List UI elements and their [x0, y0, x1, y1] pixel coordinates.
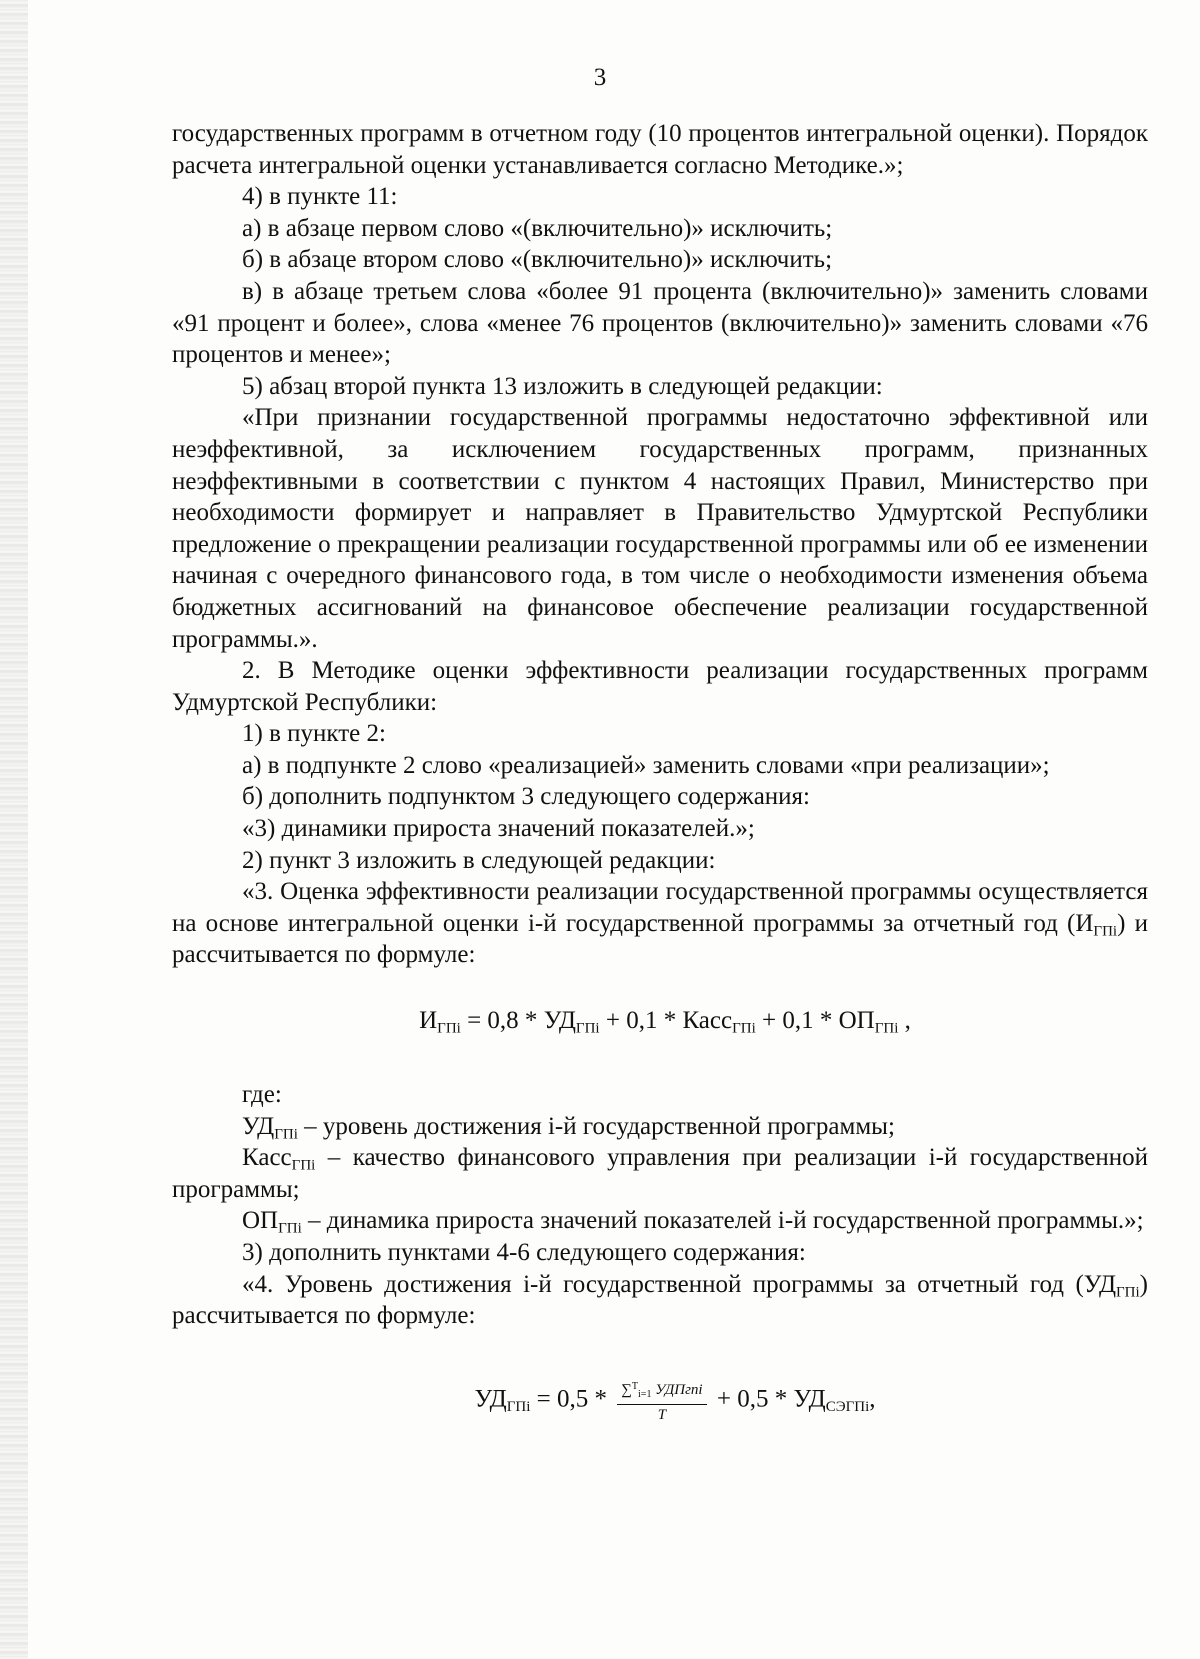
paragraph-item-4a: а) в абзаце первом слово «(включительно)» исключить;	[242, 214, 833, 242]
paragraph-item-3: 3) дополнить пунктами 4-6 следующего содержания:	[242, 1239, 806, 1266]
paragraph-item-1a: а) в подпункте 2 слово «реализацией» заменить словами «при реализации»;	[242, 751, 1050, 779]
paragraph-item-4: 4) в пункте 11:	[242, 183, 398, 211]
fraction-denominator: T	[657, 1406, 667, 1423]
paragraph-quote-13: «При признании государственной программы недостаточно эффективной или неэффективной, за исключением государственных программ, признанных неэффективными в соответствии с пунктом 4 настоящих Правил, Министерство при необходимости формирует и направляет в Правительство Удмуртской Республики предложение о прекращении реализации государственной программы или об ее изменении начиная с очередного финансового года, в том числе о необходимости изменения объема бюджетных ассигнований на финансовое обеспечение реализации государственной программы.».	[172, 404, 1148, 653]
paragraph-item-2: 2) пункт 3 изложить в следующей редакции:	[242, 846, 716, 874]
paragraph-quote-3: «3) динамики прироста значений показателей.»;	[242, 815, 755, 843]
fraction-numerator: ∑$^T_{i=1}$ УДПгпi	[617, 1378, 706, 1405]
definition-ud: $УД_{ГПi}$ – уровень достижения i-й государственной программы;	[242, 1112, 895, 1143]
scan-edge-artifact	[0, 0, 28, 1659]
paragraph-point-3: «3. Оценка эффективности реализации государственной программы осуществляется на основе интегральной оценки i-й государственной программы за отчетный год $(И_{ГПi})$ и рассчитывается по формуле:	[172, 878, 1148, 969]
paragraph-item-5: 5) абзац второй пункта 13 изложить в следующей редакции:	[242, 372, 883, 400]
label-gde: где:	[242, 1081, 282, 1109]
paragraph-point-4: «4. Уровень достижения i-й государственной программы за отчетный год $(УД_{ГПi})$ рассчитывается по формуле:	[172, 1270, 1148, 1330]
definition-op: $ОП_{ГПi}$ – динамика прироста значений показателей i-й государственной программы.»;	[242, 1207, 1144, 1237]
paragraph-item-1b: б) дополнить подпунктом 3 следующего содержания:	[242, 783, 810, 811]
paragraph-continuation: государственных программ в отчетном году (10 процентов интегральной оценки). Порядок расчета интегральной оценки устанавливается согласно Методике.»;	[172, 120, 1148, 179]
formula-integral-score: $И_{ГПi} = 0,8 * УД_{ГПi} + 0,1$ * Касс$_{ГПi}$ + $0,1 * ОП_{ГПi}$ ,	[419, 1007, 911, 1037]
paragraph-section-2: 2. В Методике оценки эффективности реализации государственных программ Удмуртской Республики:	[172, 657, 1148, 716]
document-body	[172, 118, 1148, 1424]
paragraph-item-4v: в) в абзаце третьем слова «более 91 процента (включительно)» заменить словами «91 процент и более», слова «менее 76 процентов (включительно)» заменить словами «76 процентов и менее»;	[172, 277, 1148, 369]
formula-fraction	[617, 1378, 706, 1424]
formula-achievement-level: $УД_{ГПi} = 0,5$ * $\frac{\sum^T_{i=1} УДПгпi}{T}$ + $0,5 * УД_{СЭГПi}$,	[172, 1378, 1148, 1424]
paragraph-item-4b: б) в абзаце втором слово «(включительно)» исключить;	[242, 246, 833, 274]
page-number: 3	[593, 64, 607, 91]
paragraph-item-1: 1) в пункте 2:	[242, 720, 386, 748]
definition-kass: Касс$_{ГПi}$ – качество финансового управления при реализации i-й государственной программы;	[172, 1144, 1148, 1203]
